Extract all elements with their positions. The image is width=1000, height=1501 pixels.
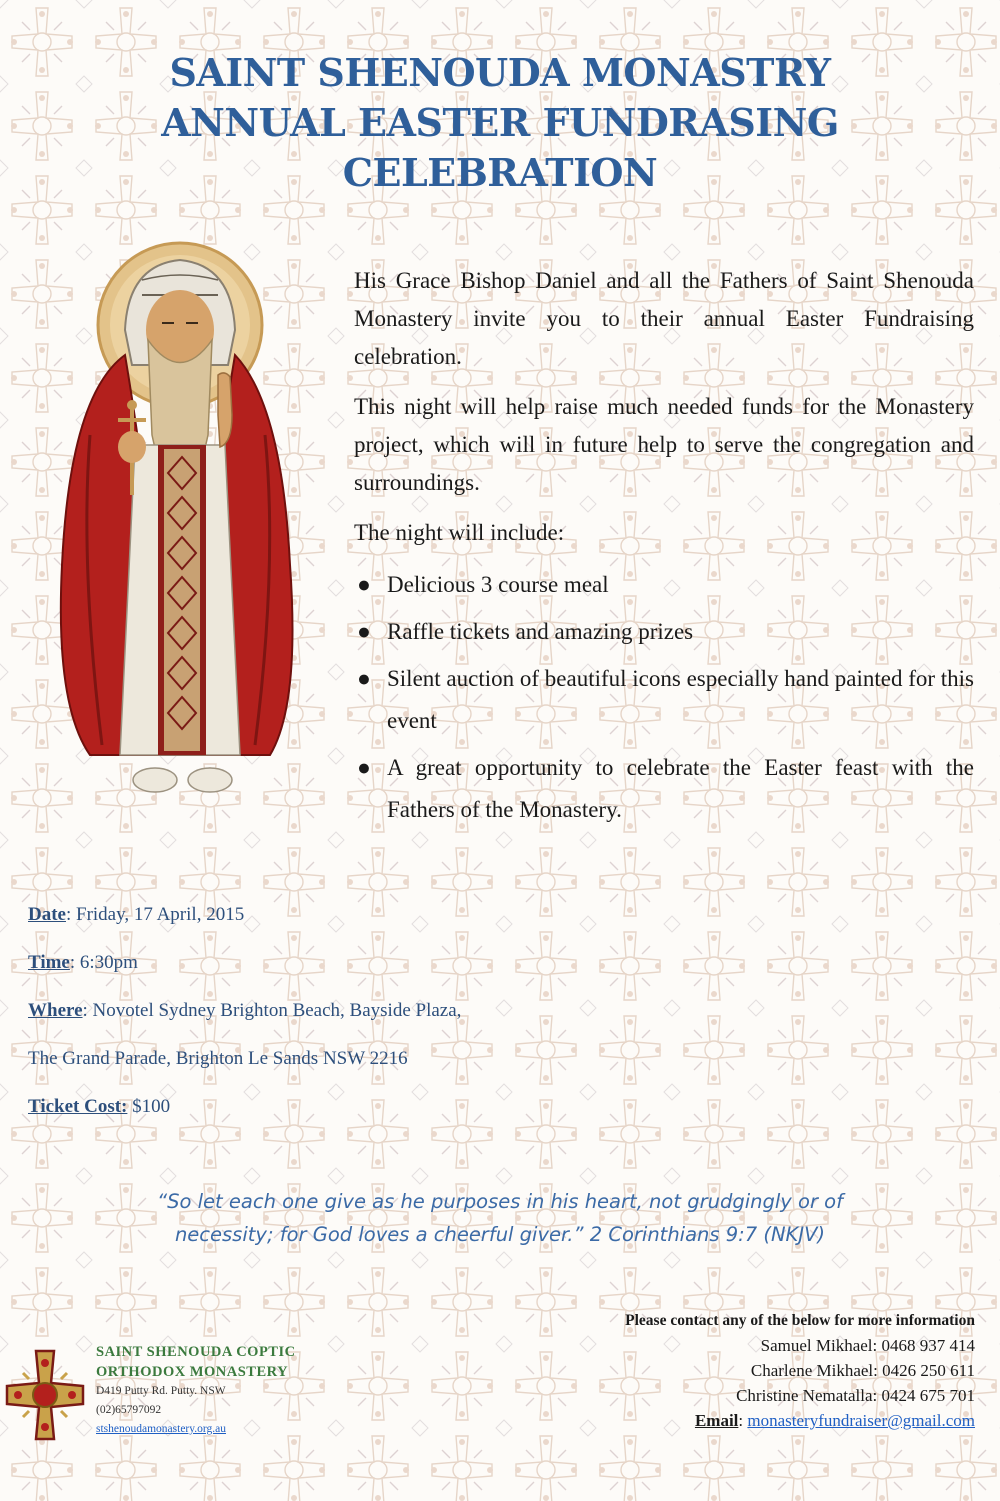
ticket-label: Ticket Cost: xyxy=(28,1096,128,1117)
saint-icon-image xyxy=(50,235,300,810)
title-line-2: ANNUAL EASTER FUNDRASING xyxy=(161,100,839,145)
email-label: Email xyxy=(694,1411,739,1430)
quote-line-1: “So let each one give as he purposes in his heart, not grudgingly or of xyxy=(157,1190,843,1213)
contact-person-3: Christine Nematalla: 0424 675 701 xyxy=(736,1386,975,1405)
time-label: Time xyxy=(28,952,70,973)
logo-name-line-2: ORTHODOX MONASTERY xyxy=(96,1364,289,1380)
logo-website-link[interactable]: stshenoudamonastery.org.au xyxy=(96,1423,226,1435)
where-value-line-2: The Grand Parade, Brighton Le Sands NSW 2216 xyxy=(28,1048,408,1069)
title-line-3: CELEBRATION xyxy=(342,150,658,195)
contact-person-2: Charlene Mikhael: 0426 250 611 xyxy=(750,1361,975,1380)
event-features-list xyxy=(354,564,974,831)
date-row xyxy=(28,895,728,943)
email-row xyxy=(455,1408,975,1433)
time-row xyxy=(28,943,728,991)
scripture-quote xyxy=(60,1185,940,1251)
contact-heading: Please contact any of the below for more information xyxy=(625,1312,975,1329)
monastery-logo-text xyxy=(96,1342,356,1439)
intro-paragraph-2: This night will help raise much needed funds for the Monastery project, which will in future help to serve the congregation and surroundings. xyxy=(354,394,974,495)
logo-phone: (02)65797092 xyxy=(96,1404,162,1416)
event-details xyxy=(28,895,728,1135)
bullet-icon: ● xyxy=(357,666,371,691)
bullet-icon: ● xyxy=(357,619,371,644)
where-label: Where xyxy=(28,1000,83,1021)
date-value: : Friday, 17 April, 2015 xyxy=(65,904,245,925)
ticket-row xyxy=(28,1087,728,1135)
where-row xyxy=(28,991,728,1039)
contact-info xyxy=(455,1308,975,1433)
where-row-2 xyxy=(28,1039,728,1087)
logo-name-line-1: SAINT SHENOUDA COPTIC xyxy=(96,1344,296,1360)
coptic-cross-logo-icon xyxy=(4,1345,86,1445)
list-item: ● A great opportunity to celebrate the Easter feast with the Fathers of the Monastery. xyxy=(354,747,974,831)
date-label: Date xyxy=(28,904,66,925)
email-link[interactable]: monasteryfundraiser@gmail.com xyxy=(747,1411,975,1430)
where-value: : Novotel Sydney Brighton Beach, Bayside Plaza, xyxy=(82,1000,462,1021)
list-item: ● Raffle tickets and amazing prizes xyxy=(354,611,974,653)
quote-line-2: necessity; for God loves a cheerful giver.” 2 Corinthians 9:7 (NKJV) xyxy=(174,1223,826,1246)
include-heading: The night will include: xyxy=(354,520,565,545)
logo-address: D419 Putty Rd. Putty. NSW xyxy=(96,1385,226,1397)
list-item: ● Silent auction of beautiful icons especially hand painted for this event xyxy=(354,658,974,742)
list-item: ● Delicious 3 course meal xyxy=(354,564,974,606)
page-title xyxy=(60,48,940,198)
title-line-1: SAINT SHENOUDA MONASTRY xyxy=(169,50,831,95)
contact-person-1: Samuel Mikhael: 0468 937 414 xyxy=(760,1336,975,1355)
email-separator: : xyxy=(738,1411,748,1430)
invitation-text xyxy=(354,262,974,836)
bullet-icon: ● xyxy=(357,755,371,780)
bullet-icon: ● xyxy=(357,572,371,597)
time-value: : 6:30pm xyxy=(69,952,138,973)
intro-paragraph-1: His Grace Bishop Daniel and all the Fathers of Saint Shenouda Monastery invite you to their annual Easter Fundraising celebration. xyxy=(354,268,974,369)
ticket-value: $100 xyxy=(127,1096,171,1117)
